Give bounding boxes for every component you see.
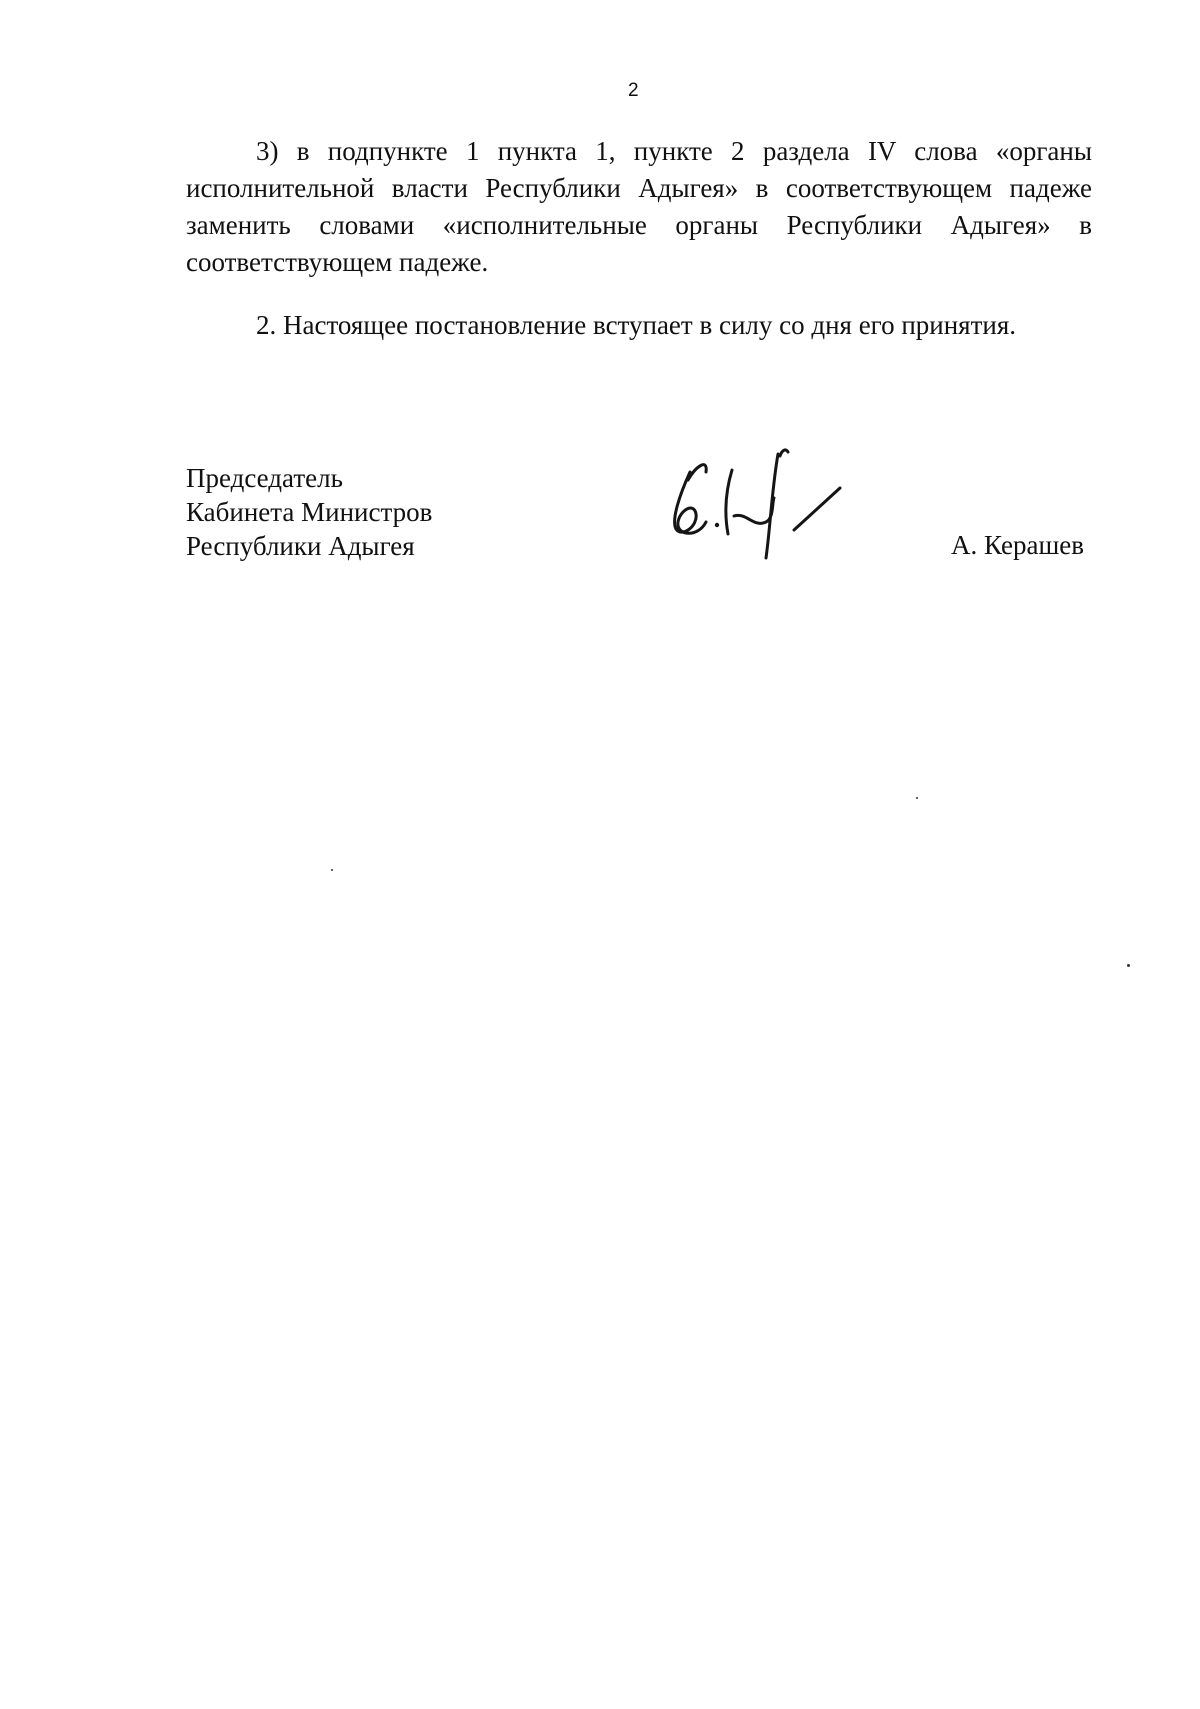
- scan-speck: [1127, 964, 1130, 967]
- scan-speck: [331, 869, 333, 871]
- paragraph-amendment-3: 3) в подпункте 1 пункта 1, пункте 2 раздела IV слова «органы исполнительной власти Республики Адыгея» в соответствующем падеже заменить словами «исполнительные органы Республики Адыгея» в соответствующем падеже.: [186, 136, 1092, 277]
- signatory-title-line: Республики Адыгея: [186, 531, 415, 561]
- paragraph-effective-date: 2. Настоящее постановление вступает в силу со дня его принятия.: [256, 310, 1017, 340]
- scan-speck: [916, 797, 918, 799]
- signatory-title-line: Председатель: [186, 463, 343, 493]
- signer-name: А. Керашев: [951, 530, 1084, 560]
- document-body: [186, 133, 1092, 344]
- signatory-title-line: Кабинета Министров: [186, 497, 433, 527]
- handwritten-signature: [668, 432, 843, 562]
- page-number: 2: [628, 80, 639, 101]
- signatory-title: [186, 461, 432, 563]
